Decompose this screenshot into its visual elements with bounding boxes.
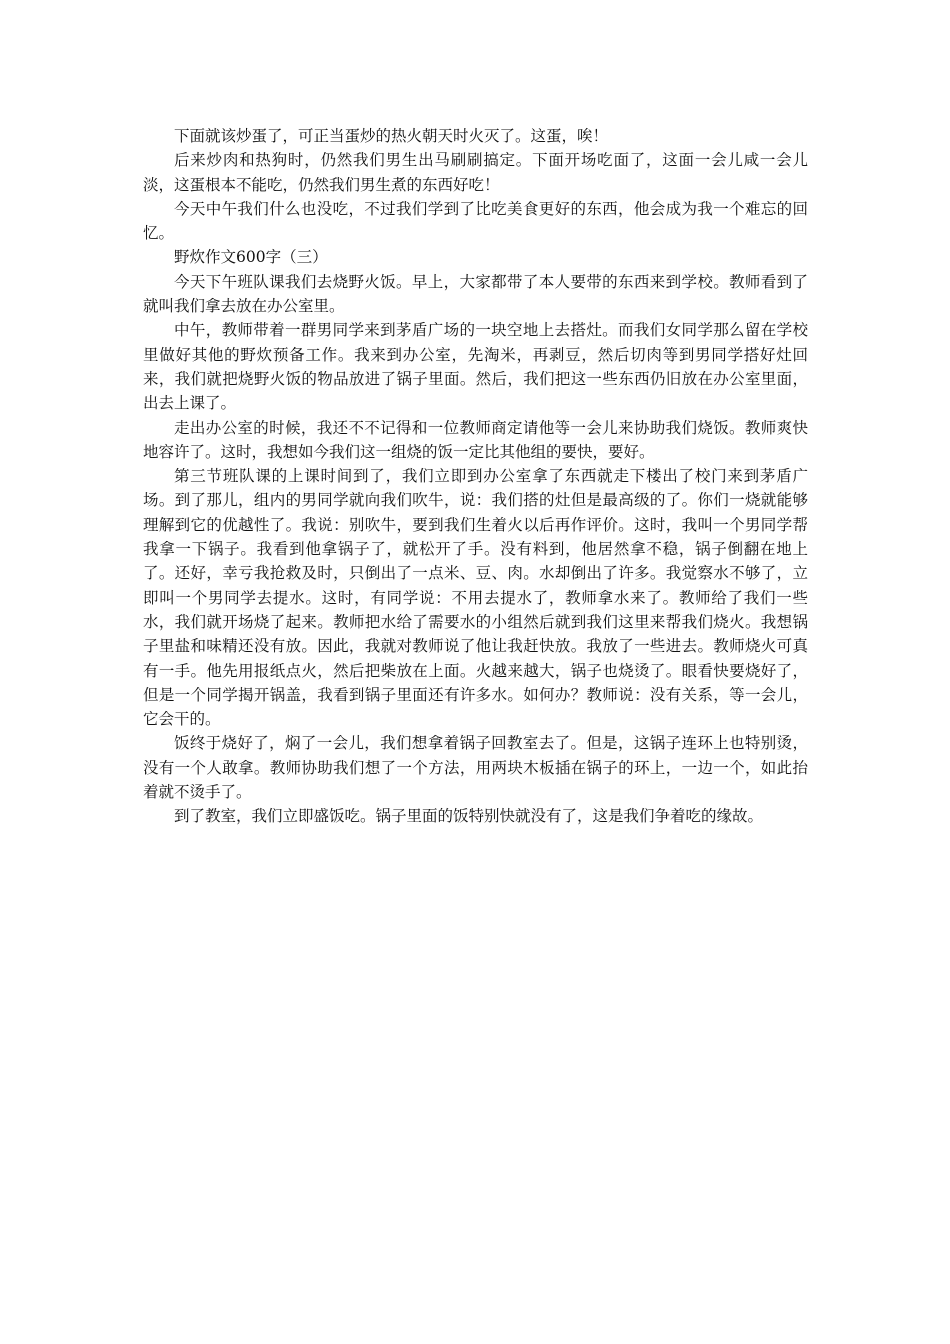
paragraph: 第三节班队课的上课时间到了，我们立即到办公室拿了东西就走下楼出了校门来到茅盾广场。到了那儿，组内的男同学就向我们吹牛，说：我们搭的灶但是最高级的了。你们一烧就能够理解到它的优越性了。我说：别吹牛，要到我们生着火以后再作评价。这时，我叫一个男同学帮我拿一下锅子。我看到他拿锅子了，就松开了手。没有料到，他居然拿不稳，锅子倒翻在地上了。还好，幸亏我抢救及时，只倒出了一点米、豆、肉。水却倒出了许多。我觉察水不够了，立即叫一个男同学去提水。这时，有同学说：不用去提水了，教师拿水来了。教师给了我们一些水，我们就开场烧了起来。教师把水给了需要水的小组然后就到我们这里来帮我们烧火。我想锅子里盐和味精还没有放。因此，我就对教师说了他让我赶快放。我放了一些进去。教师烧火可真有一手。他先用报纸点火，然后把柴放在上面。火越来越大，锅子也烧烫了。眼看快要烧好了，但是一个同学揭开锅盖，我看到锅子里面还有许多水。如何办？教师说：没有关系，等一会儿，它会干的。 [143, 467, 808, 729]
paragraph: 后来炒肉和热狗时，仍然我们男生出马刷刷搞定。下面开场吃面了，这面一会儿咸一会儿淡，这蛋根本不能吃，仍然我们男生煮的东西好吃！ [143, 151, 808, 194]
paragraph: 中午，教师带着一群男同学来到茅盾广场的一块空地上去搭灶。而我们女同学那么留在学校里做好其他的野炊预备工作。我来到办公室，先淘米，再剥豆，然后切肉等到男同学搭好灶回来，我们就把烧野火饭的物品放进了锅子里面。然后，我们把这一些东西仍旧放在办公室里面，出去上课了。 [143, 321, 808, 413]
paragraph: 今天中午我们什么也没吃，不过我们学到了比吃美食更好的东西，他会成为我一个难忘的回忆。 [143, 199, 808, 243]
paragraph: 下面就该炒蛋了，可正当蛋炒的热火朝天时火灭了。这蛋，唉！ [174, 127, 609, 145]
paragraph: 到了教室，我们立即盛饭吃。锅子里面的饭特别快就没有了，这是我们争着吃的缘故。 [174, 807, 764, 826]
paragraph: 今天下午班队课我们去烧野火饭。早上，大家都带了本人要带的东西来到学校。教师看到了就叫我们拿去放在办公室里。 [143, 272, 808, 316]
paragraph: 走出办公室的时候，我还不不记得和一位教师商定请他等一会儿来协助我们烧饭。教师爽快地容许了。这时，我想如今我们这一组烧的饭一定比其他组的要快，要好。 [143, 418, 808, 461]
paragraph: 饭终于烧好了，焖了一会儿，我们想拿着锅子回教室去了。但是，这锅子连环上也特别烫，没有一个人敢拿。教师协助我们想了一个方法，用两块木板插在锅子的环上，一边一个，如此抬着就不烫手了。 [143, 734, 808, 802]
document-body [143, 124, 808, 829]
section-heading: 野炊作文600字（三） [174, 248, 328, 267]
